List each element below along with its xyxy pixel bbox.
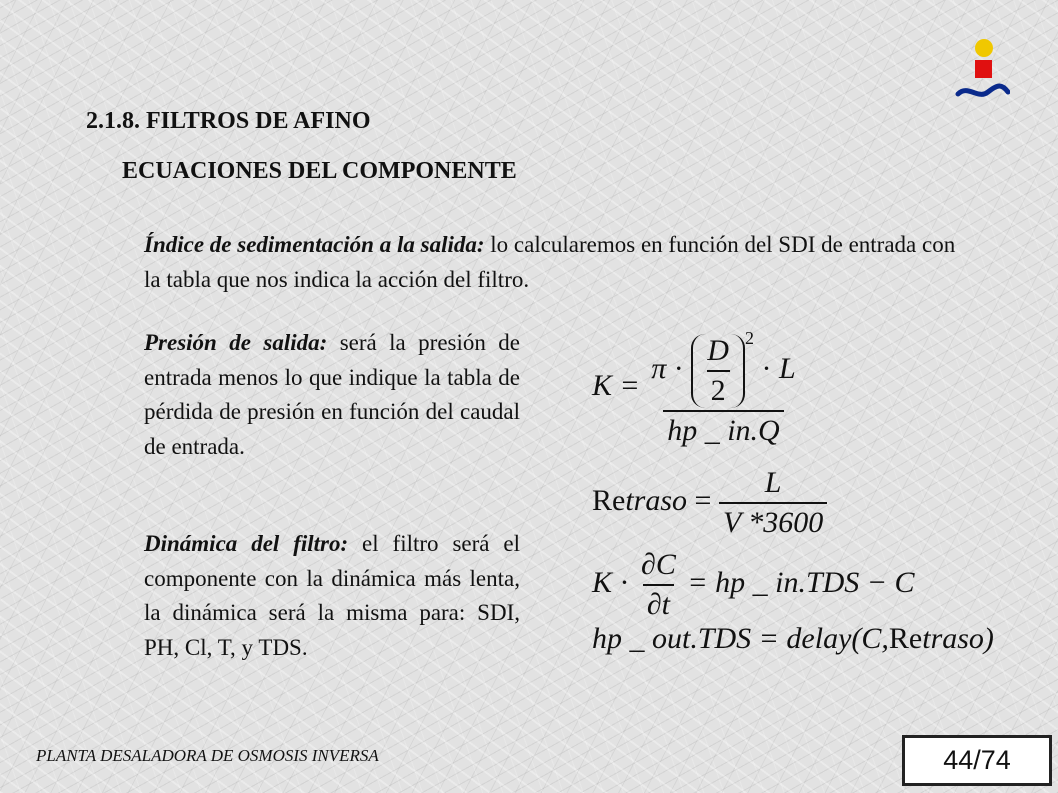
eq1-pi: π bbox=[651, 352, 667, 385]
paragraph-sedimentation-index bbox=[144, 228, 956, 297]
eq1-two: 2 bbox=[707, 370, 730, 408]
eq1-exponent: 2 bbox=[744, 328, 754, 348]
eq1-bracket bbox=[691, 334, 745, 408]
eq1-lhs: K = bbox=[592, 368, 640, 402]
eq3-denominator: ∂t bbox=[643, 584, 674, 622]
eq1-dot2: · bbox=[761, 352, 772, 385]
eq3-numerator: ∂C bbox=[641, 548, 676, 581]
slide-subtitle: ECUACIONES DEL COMPONENTE bbox=[122, 158, 517, 184]
logo-red-square bbox=[975, 60, 992, 78]
eq3-dot: · bbox=[619, 565, 630, 599]
eq3-fraction bbox=[637, 548, 680, 622]
term-outlet-pressure: Presión de salida: bbox=[144, 330, 328, 355]
equation-dynamics bbox=[592, 548, 915, 622]
paragraph-outlet-pressure bbox=[144, 326, 520, 464]
text-filter-dynamics: el filtro será el componente con la dinámica más lenta, la dinámica será la misma para: SDI, PH, Cl, T, y TDS. bbox=[144, 531, 520, 660]
eq1-dot: · bbox=[673, 352, 684, 385]
equation-retraso bbox=[592, 466, 827, 540]
paragraph-filter-dynamics bbox=[144, 527, 520, 665]
text-outlet-pressure: será la presión de entrada menos lo que indique la tabla de pérdida de presión en función del caudal de entrada. bbox=[144, 330, 520, 459]
eq1-l: L bbox=[778, 352, 796, 385]
eq2-denominator: V *3600 bbox=[719, 502, 827, 540]
eq4-text: hp _ out.TDS = delay(C, bbox=[592, 622, 889, 655]
section-title: 2.1.8. FILTROS DE AFINO bbox=[86, 108, 371, 134]
page-number: 44/74 bbox=[902, 735, 1052, 786]
eq1-denominator: hp _ in.Q bbox=[663, 410, 784, 448]
logo-icon bbox=[954, 38, 1010, 102]
eq4-re: Re bbox=[888, 622, 923, 655]
eq2-equals: = bbox=[687, 483, 719, 517]
eq4-close: ) bbox=[983, 622, 994, 655]
logo-yellow-circle bbox=[975, 39, 993, 57]
term-sedimentation-index: Índice de sedimentación a la salida: bbox=[144, 232, 485, 257]
eq2-traso: traso bbox=[625, 483, 688, 517]
eq4-traso: traso bbox=[922, 622, 984, 655]
eq2-numerator: L bbox=[764, 466, 782, 499]
footer-title: PLANTA DESALADORA DE OSMOSIS INVERSA bbox=[36, 746, 379, 765]
text-sedimentation-index: lo calcularemos en función del SDI de entrada con la tabla que nos indica la acción del filtro. bbox=[144, 232, 956, 292]
logo-blue-wave bbox=[958, 86, 1008, 94]
equation-k bbox=[592, 328, 800, 448]
term-filter-dynamics: Dinámica del filtro: bbox=[144, 531, 349, 556]
eq2-re: Re bbox=[592, 483, 626, 517]
eq1-numerator bbox=[647, 328, 799, 410]
eq1-d: D bbox=[707, 334, 729, 368]
eq1-fraction bbox=[647, 328, 799, 448]
eq2-fraction bbox=[719, 466, 827, 540]
eq3-k: K bbox=[592, 565, 613, 599]
eq3-rhs: = hp _ in.TDS − C bbox=[679, 565, 915, 599]
equation-delay bbox=[592, 622, 994, 656]
eq1-inner-fraction bbox=[703, 334, 733, 408]
